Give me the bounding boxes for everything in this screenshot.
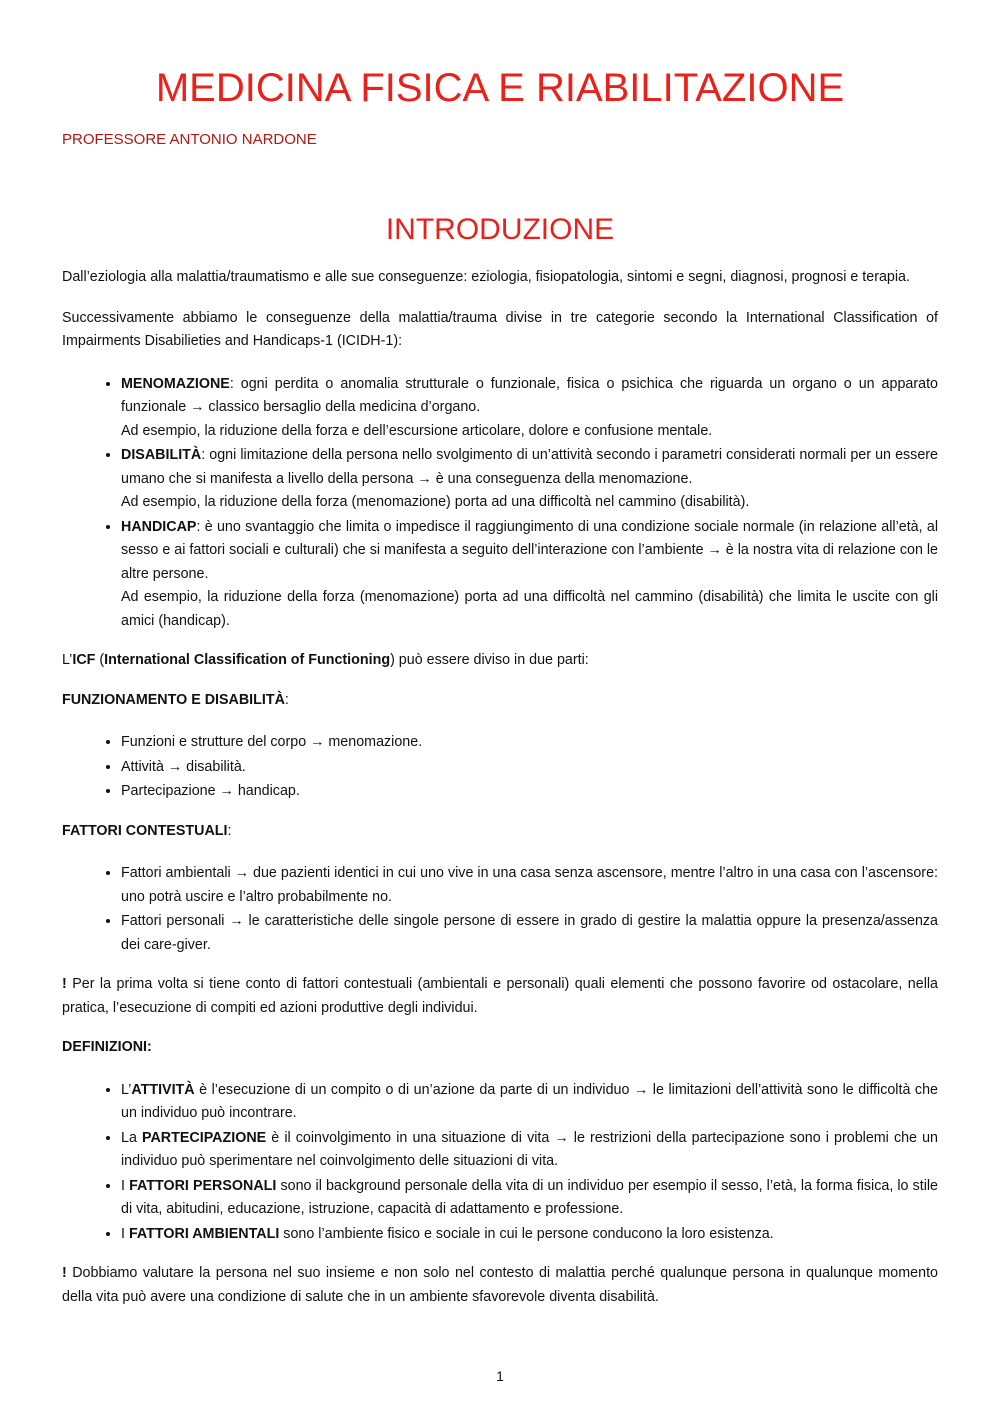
term-fattori-personali: FATTORI PERSONALI xyxy=(129,1177,277,1194)
professor-name: PROFESSORE ANTONIO NARDONE xyxy=(62,131,317,148)
icidh-list xyxy=(62,372,938,634)
definitions-heading xyxy=(62,1036,938,1060)
example-text: Ad esempio, la riduzione della forza (menomazione) porta ad una difficoltà nel cammino (disabilità) che limita le uscite con gli amici (handicap). xyxy=(121,589,938,629)
icf-paragraph xyxy=(62,649,938,673)
heading-colon: : xyxy=(284,691,289,708)
definition-text: sono l’ambiente fisico e sociale in cui le persone conducono la loro esistenza. xyxy=(279,1225,774,1242)
list-item-fattori-ambientali xyxy=(121,1222,938,1247)
functioning-heading-text: FUNZIONAMENTO E DISABILITÀ xyxy=(62,691,285,708)
definition-text: sono il background personale della vita di un individuo per esempio il sesso, l’età, la forma fisica, lo stile di vita, abitudini, educazione, istruzione, capacità di adattamento e professione. xyxy=(121,1177,938,1217)
term-attivita: ATTIVITÀ xyxy=(131,1081,195,1098)
functioning-list xyxy=(62,730,938,804)
definition-text: è l’esecuzione di un compito o di un’azione da parte di un individuo → le limitazioni dell’attività sono le difficoltà che un individuo può incontrare. xyxy=(121,1081,938,1121)
functioning-heading xyxy=(62,689,938,713)
icf-full-name: International Classification of Functioning xyxy=(104,652,391,668)
icf-prefix: L’ xyxy=(62,652,73,668)
term-handicap: HANDICAP xyxy=(121,518,197,535)
exclamation-mark: ! xyxy=(62,976,67,992)
list-item: • Partecipazione → handicap. xyxy=(121,779,938,804)
example-text: Ad esempio, la riduzione della forza (menomazione) porta ad una difficoltà nel cammino (disabilità). xyxy=(121,494,750,510)
list-item: • Funzioni e strutture del corpo → menomazione. xyxy=(121,730,938,755)
term-menomazione: MENOMAZIONE xyxy=(121,375,230,392)
intro-paragraph-2: Successivamente abbiamo le conseguenze della malattia/trauma divise in tre categorie secondo la International Classification of Impairments Disabilieties and Handicaps-1 (ICIDH-1): xyxy=(62,309,938,349)
definition-text: è il coinvolgimento in una situazione di vita → le restrizioni della partecipazione sono i problemi che un individuo può sperimentare nel coinvolgimento delle situazioni di vita. xyxy=(121,1129,938,1169)
list-item: • Attività → disabilità. xyxy=(121,755,938,780)
list-item: • Fattori personali → le caratteristiche delle singole persone di essere in grado di gestire la malattia oppure la presenza/assenza dei care-giver. xyxy=(121,909,938,957)
icf-suffix: ) può essere diviso in due parti: xyxy=(390,652,589,668)
heading-colon: : xyxy=(227,822,232,839)
list-item-handicap xyxy=(121,515,938,634)
list-item: • Fattori ambientali → due pazienti identici in cui uno vive in una casa senza ascensore, mentre l’altro in una casa con l’ascensore: uno potrà uscire e l’altro probabilmente no. xyxy=(121,861,938,909)
note-text: Per la prima volta si tiene conto di fattori contestuali (ambientali e personali) quali elementi che possono favorire od ostacolare, nella pratica, l’esecuzione di compiti ed azioni produttive degli individui. xyxy=(62,976,938,1016)
contextual-heading-text: FATTORI CONTESTUALI xyxy=(62,822,228,839)
section-title: INTRODUZIONE xyxy=(385,213,615,246)
definition-pre: I xyxy=(121,1177,130,1194)
contextual-list xyxy=(62,861,938,957)
note-text: Dobbiamo valutare la persona nel suo insieme e non solo nel contesto di malattia perché qualunque persona in qualunque momento della vita può avere una condizione di salute che in un ambiente sfavorevole diventa disabilità. xyxy=(62,1265,938,1305)
list-item-attivita xyxy=(121,1078,938,1126)
definitions-list xyxy=(62,1078,938,1247)
definition-pre: L’ xyxy=(121,1081,132,1098)
icf-abbreviation: ICF xyxy=(72,652,96,668)
document-title: MEDICINA FISICA E RIABILITAZIONE xyxy=(155,66,845,110)
term-fattori-ambientali: FATTORI AMBIENTALI xyxy=(128,1225,280,1242)
page-number: 1 xyxy=(496,1368,504,1384)
list-item-menomazione xyxy=(121,372,938,444)
contextual-heading xyxy=(62,820,938,844)
definition-pre: I xyxy=(121,1225,129,1242)
icf-open-paren: ( xyxy=(95,652,105,668)
exclamation-mark: ! xyxy=(62,1265,67,1281)
note-paragraph-2 xyxy=(62,1262,938,1309)
note-paragraph-1 xyxy=(62,973,938,1020)
list-item-disabilita xyxy=(121,443,938,515)
definition-text: : ogni perdita o anomalia strutturale o funzionale, fisica o psichica che riguarda un organo o un apparato funzionale → classico bersaglio della medicina d’organo. xyxy=(121,375,938,415)
list-item-partecipazione xyxy=(121,1126,938,1174)
term-partecipazione: PARTECIPAZIONE xyxy=(142,1129,267,1146)
intro-paragraph-1: Dall’eziologia alla malattia/traumatismo e alle sue conseguenze: eziologia, fisiopatologia, sintomi e segni, diagnosi, prognosi e terapia. xyxy=(62,269,910,285)
definition-text: : ogni limitazione della persona nello svolgimento di un’attività secondo i parametri considerati normali per un essere umano che si manifesta a livello della persona → è una conseguenza della menomazione. xyxy=(121,447,938,487)
definition-text: : è uno svantaggio che limita o impedisce il raggiungimento di una condizione sociale normale (in relazione all’età, al sesso e ai fattori sociali e culturali) che si manifesta a seguito dell’interazione con l’ambiente → è la nostra vita di relazione con le altre persone. xyxy=(121,518,938,582)
term-disabilita: DISABILITÀ xyxy=(121,447,202,463)
example-text: Ad esempio, la riduzione della forza e dell’escursione articolare, dolore e confusione mentale. xyxy=(121,422,713,439)
list-item-fattori-personali xyxy=(121,1174,938,1222)
definitions-heading-text: DEFINIZIONI: xyxy=(62,1039,152,1055)
definition-pre: La xyxy=(121,1129,142,1146)
